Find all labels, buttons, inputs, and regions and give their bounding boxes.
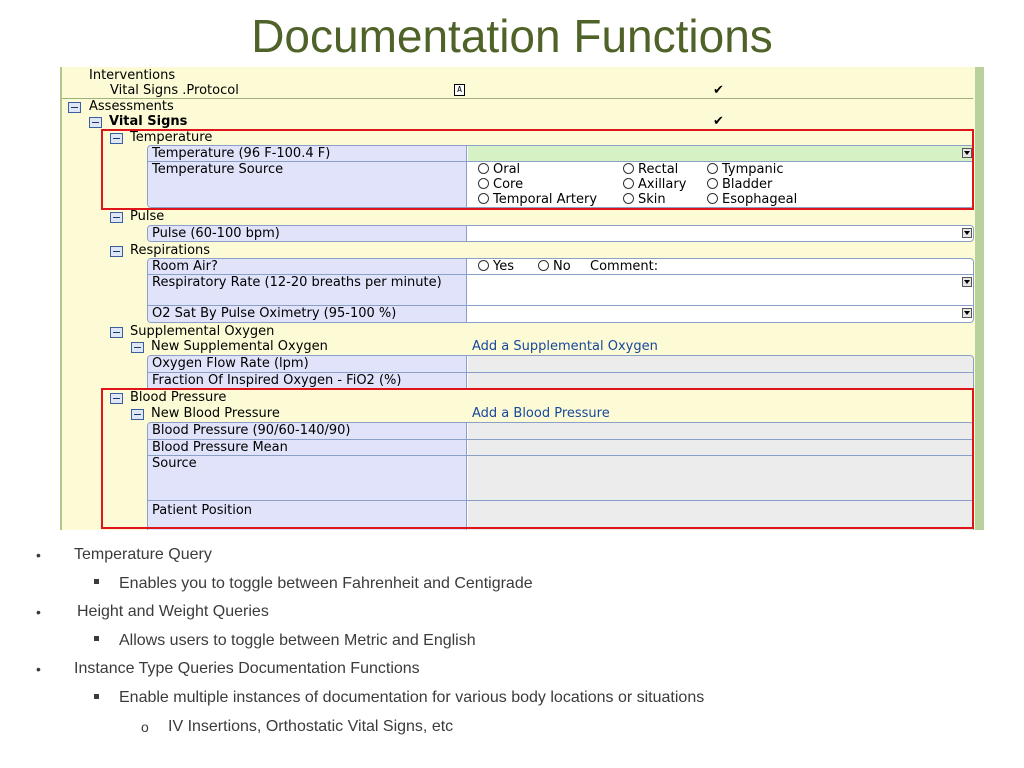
chevron-down-icon[interactable] [962,228,972,238]
square-bullet-icon [94,694,99,699]
bullet-height-weight: Height and Weight Queries [77,603,269,620]
square-bullet-icon [94,636,99,641]
respirations-heading: Respirations [130,243,211,258]
sub-bullet-multiple-instances: Enable multiple instances of documentation for various body locations or situations [119,689,705,706]
divider [62,98,973,99]
option-label: Oral [493,162,521,177]
chevron-down-icon[interactable] [962,277,972,287]
option-label: Temporal Artery [493,192,598,207]
o2-sat-field[interactable] [468,306,973,323]
blood-pressure-label: Blood Pressure (90/60-140/90) [148,423,467,439]
vital-signs-protocol[interactable]: Vital Signs .Protocol [110,83,239,98]
protocol-icon[interactable]: A [454,84,465,96]
interventions-heading: Interventions [89,68,176,83]
collapse-icon[interactable] [110,327,123,338]
radio-icon[interactable] [538,260,549,271]
collapse-icon[interactable] [110,212,123,223]
radio-yes[interactable] [478,259,514,274]
collapse-icon[interactable] [131,342,144,353]
respiratory-rate-label: Respiratory Rate (12-20 breaths per minute) [148,275,467,306]
checkmark-icon: ✔ [713,83,724,98]
comment-label: Comment: [590,259,659,274]
pulse-heading: Pulse [130,209,165,224]
option-label: Rectal [638,162,679,177]
square-bullet-icon [94,579,99,584]
pulse-label: Pulse (60-100 bpm) [148,226,467,241]
table-row [148,356,973,372]
radio-no[interactable] [538,259,571,274]
add-blood-pressure-link[interactable]: Add a Blood Pressure [472,406,610,421]
circle-bullet-icon: o [141,719,149,735]
option-label: No [553,259,571,274]
table-row [148,305,973,323]
option-label: Skin [638,192,666,207]
oxygen-flow-rate-field[interactable] [468,356,973,372]
new-supplemental-oxygen: New Supplemental Oxygen [151,339,328,354]
pulse-field[interactable] [468,226,973,241]
o2-sat-label: O2 Sat By Pulse Oximetry (95-100 %) [148,306,467,323]
temperature-label: Temperature (96 F-100.4 F) [148,146,467,161]
supplemental-oxygen-heading: Supplemental Oxygen [130,324,275,339]
bullet-temperature-query: Temperature Query [74,546,212,563]
oxygen-flow-rate-label: Oxygen Flow Rate (lpm) [148,356,467,372]
sub-bullet-temperature: Enables you to toggle between Fahrenheit and Centigrade [119,575,533,592]
temperature-heading: Temperature [130,130,213,145]
assessments-heading: Assessments [89,99,174,114]
slide-title: Documentation Functions [251,10,773,62]
radio-icon[interactable] [478,260,489,271]
bp-source-label: Source [148,456,467,501]
option-label: Bladder [722,177,773,192]
blood-pressure-heading: Blood Pressure [130,390,227,405]
chevron-down-icon[interactable] [962,308,972,318]
collapse-icon[interactable] [68,102,81,113]
sub-sub-bullet-iv: IV Insertions, Orthostatic Vital Signs, etc [168,718,454,735]
option-label: Core [493,177,524,192]
right-border [975,67,984,530]
table-row [148,274,973,306]
checkmark-icon: ✔ [713,114,724,129]
blood-pressure-mean-label: Blood Pressure Mean [148,440,467,456]
vital-signs-heading: Vital Signs [109,114,188,129]
respiratory-rate-field[interactable] [468,275,973,306]
room-air-options [468,259,973,274]
temperature-highlight-box [101,129,974,210]
fio2-label: Fraction Of Inspired Oxygen - FiO2 (%) [148,373,467,390]
bullet-icon: • [36,547,41,563]
option-label: Axillary [638,177,687,192]
oxygen-table [147,355,974,390]
option-label: Yes [493,259,514,274]
collapse-icon[interactable] [89,117,102,128]
pulse-table [147,225,974,242]
collapse-icon[interactable] [110,246,123,257]
option-label: Esophageal [722,192,798,207]
bullet-instance-type: Instance Type Queries Documentation Functions [74,660,420,677]
temperature-source-label: Temperature Source [148,162,467,208]
blood-pressure-highlight-box [101,388,974,529]
bullet-icon: • [36,604,41,620]
add-supplemental-oxygen-link[interactable]: Add a Supplemental Oxygen [472,339,658,354]
respirations-table [147,258,974,323]
sub-bullet-metric: Allows users to toggle between Metric and English [119,632,476,649]
new-blood-pressure: New Blood Pressure [151,406,280,421]
room-air-label: Room Air? [148,259,467,274]
bullet-icon: • [36,661,41,677]
table-row [148,226,973,241]
patient-position-label: Patient Position [148,501,467,530]
table-row [148,259,973,274]
option-label: Tympanic [722,162,784,177]
